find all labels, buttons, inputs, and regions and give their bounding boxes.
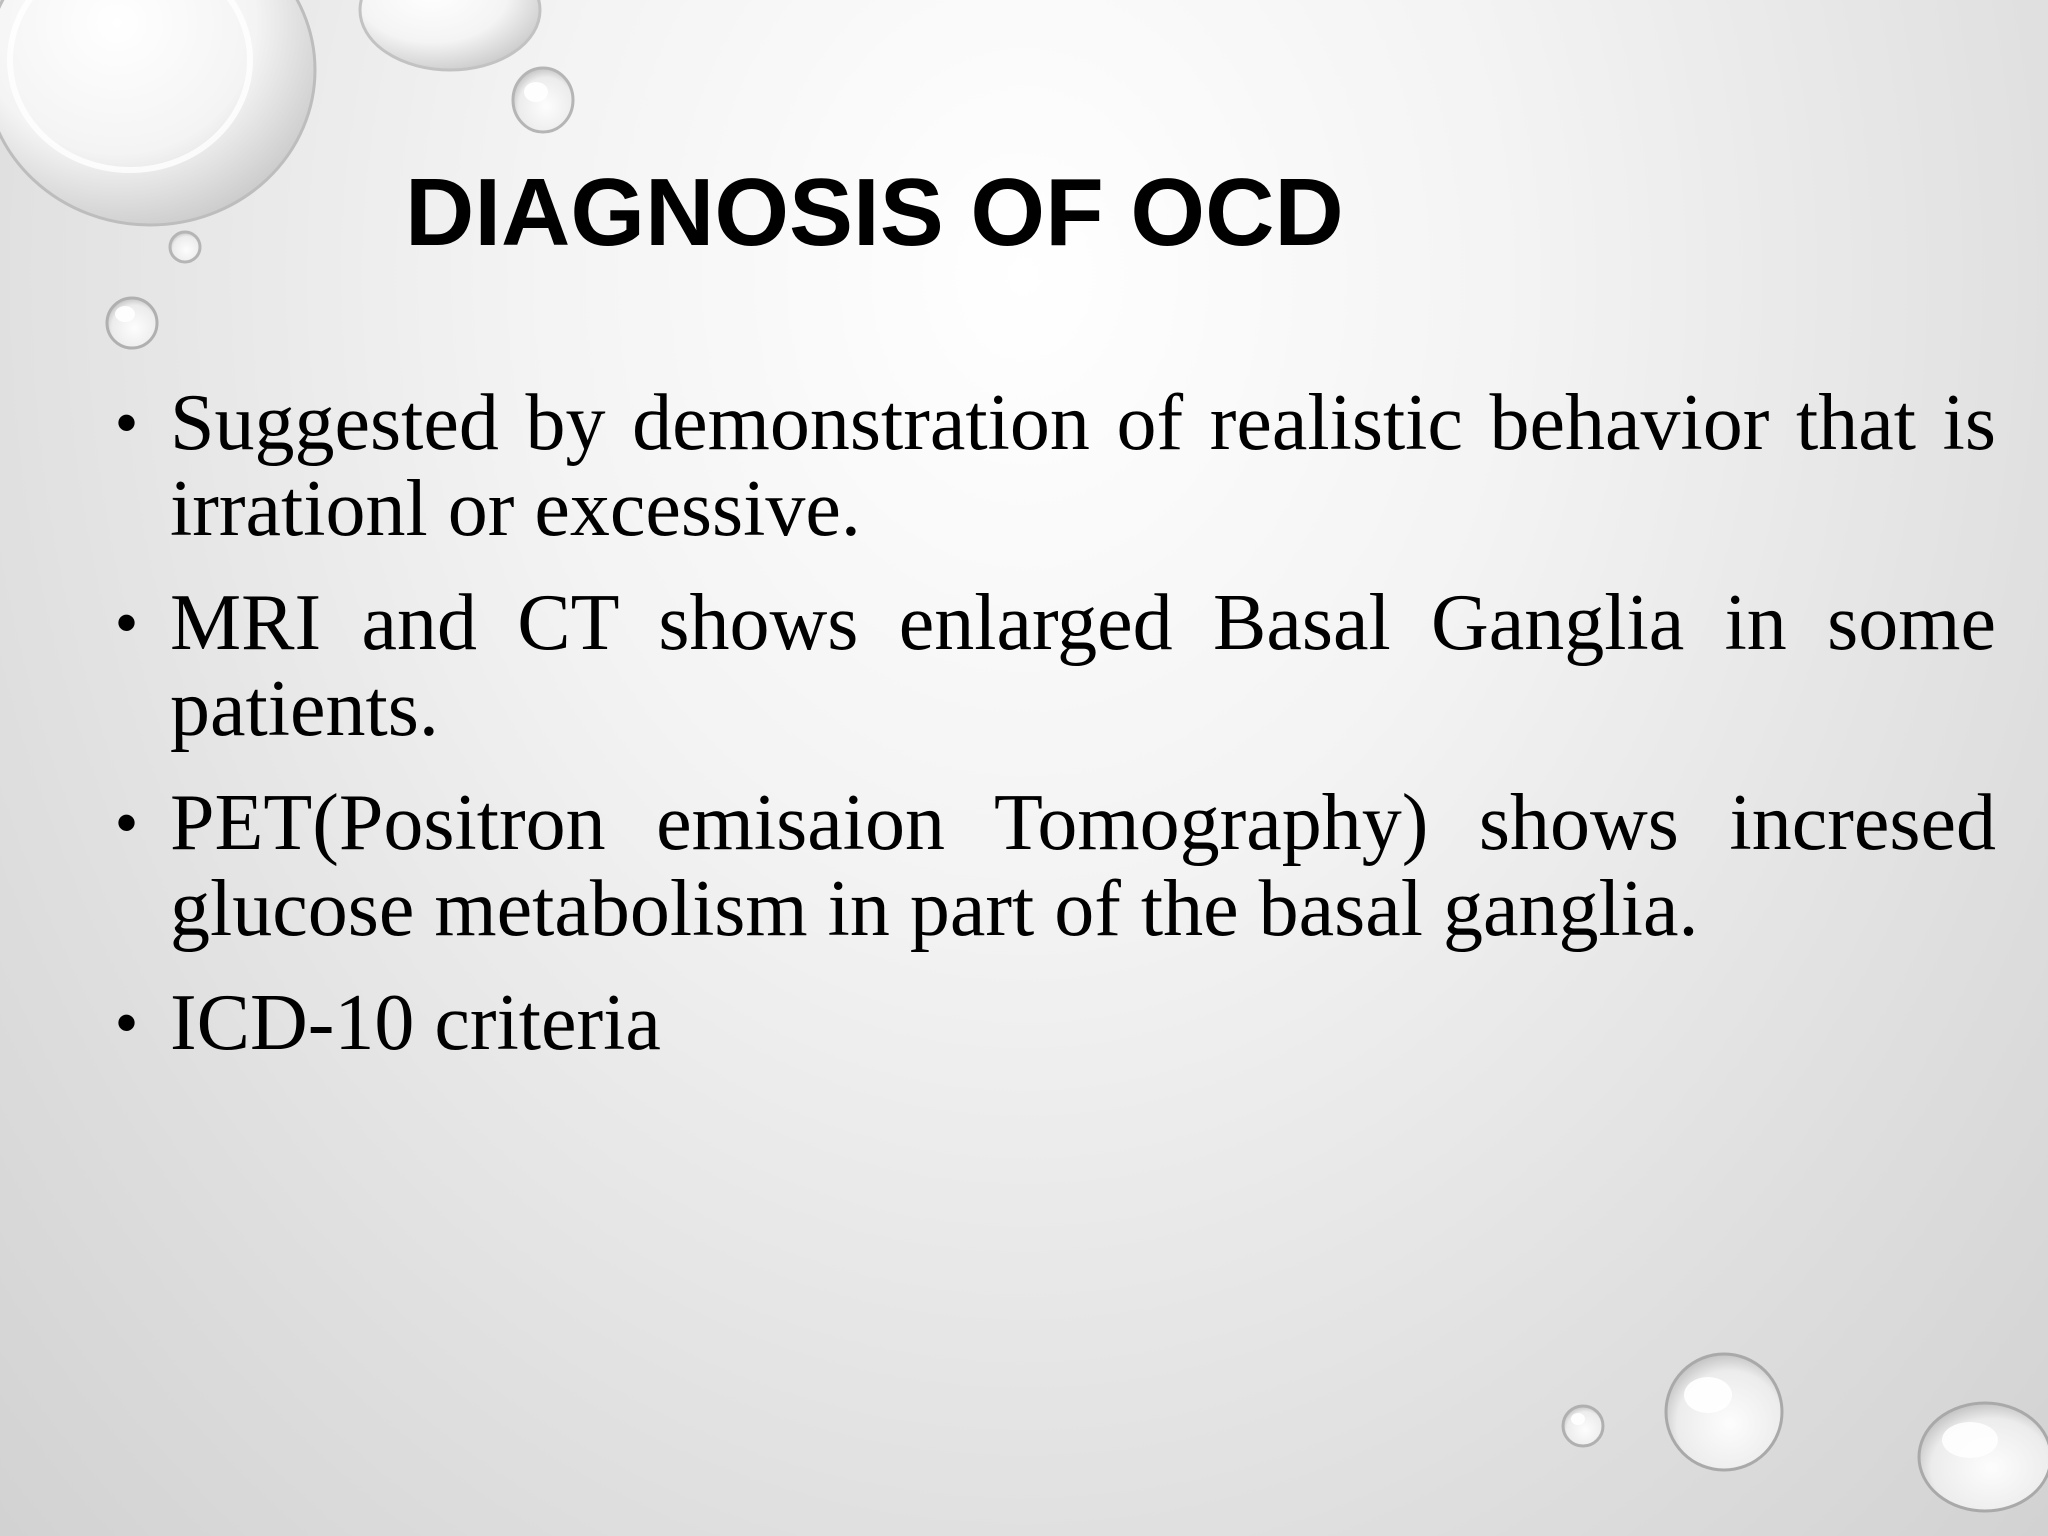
drop-small-1: [513, 68, 573, 132]
drop-tiny-1: [170, 232, 200, 262]
bullet-marker: •: [116, 789, 138, 856]
drop-small-2: [107, 298, 157, 348]
drop-top: [360, 0, 540, 70]
bullet-marker: •: [116, 589, 138, 656]
bullet-marker: •: [116, 989, 138, 1056]
bullet-text: MRI and CT shows enlarged Basal Ganglia in some patients.: [170, 579, 1996, 753]
drop-tiny-2: [1563, 1406, 1603, 1446]
drop-large-bottom-right: [1919, 1403, 2048, 1511]
bullet-marker: •: [116, 389, 138, 456]
bullet-text: ICD-10 criteria: [170, 979, 661, 1067]
bullet-text: PET(Positron emisaion Tomography) shows incresed glucose metabolism in part of the basal ganglia.: [170, 779, 1996, 953]
large-drop-top-left: [0, 0, 315, 225]
bullet-item: [112, 580, 1996, 752]
slide-title: DIAGNOSIS OF OCD: [405, 159, 1344, 266]
bullet-item: [112, 780, 1996, 952]
bullet-item: [112, 380, 1996, 552]
bullet-list: [112, 380, 1996, 1094]
bullet-text: Suggested by demonstration of realistic behavior that is irrationl or excessive.: [170, 379, 1996, 553]
bullet-item: [112, 980, 1996, 1066]
drop-medium-bottom: [1666, 1354, 1782, 1470]
